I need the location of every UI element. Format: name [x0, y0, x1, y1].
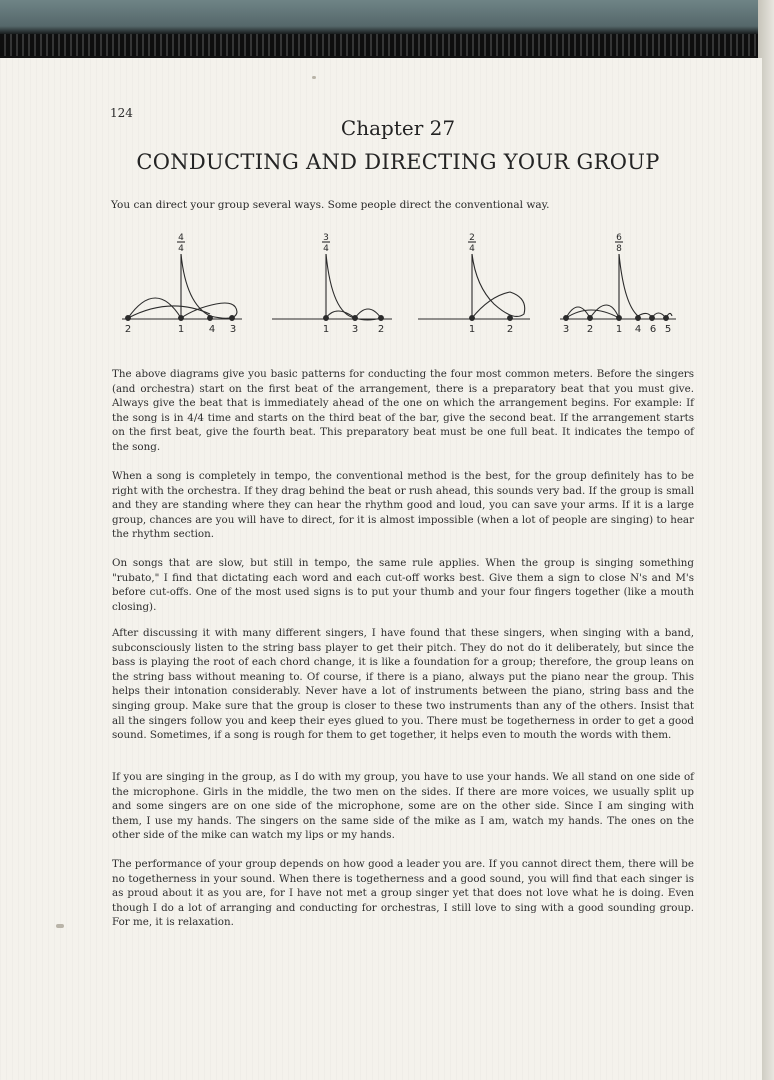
beat-dot: [650, 316, 655, 321]
scan-binding-edge: [0, 34, 774, 56]
meter-top: 2: [469, 233, 475, 243]
beat-dot: [508, 316, 513, 321]
beat-dot: [324, 316, 329, 321]
beat-dot: [230, 316, 235, 321]
beat-dot: [564, 316, 569, 321]
meter-top: 6: [616, 233, 622, 243]
beat-curve: [326, 254, 355, 318]
paper-speck: [312, 76, 316, 79]
beat-label: 3: [562, 324, 570, 335]
beat-curve: [566, 305, 619, 318]
paper-speck: [56, 924, 64, 928]
conducting-diagrams: [110, 226, 700, 338]
beat-label: 3: [229, 324, 237, 335]
chapter-title: CONDUCTING AND DIRECTING YOUR GROUP: [136, 150, 660, 174]
beat-curve: [472, 254, 525, 318]
beat-dot: [126, 316, 131, 321]
beat-dot: [470, 316, 475, 321]
beat-label: 5: [664, 324, 672, 335]
chapter-heading: Chapter 27: [340, 116, 456, 140]
beat-curve: [355, 309, 381, 320]
diagram-3-4: [272, 233, 392, 335]
beat-dot: [208, 316, 213, 321]
diagram-2-4: [418, 233, 530, 335]
beat-dot: [588, 316, 593, 321]
beat-label: 4: [634, 324, 642, 335]
paragraph: The performance of your group depends on how good a leader you are. If you cannot direct them, there will be no togetherness in your sound. When there is togetherness and a good sound, you will find that each singer is as proud about it as you are, for I have not met a group singer yet that does not love what he is doing. Even though I do a lot of arranging and conducting for orchestras, I still love to sing with a good sounding group. For me, it is relaxation.: [112, 858, 694, 929]
paragraph: The above diagrams give you basic patterns for conducting the four most common meters. Before the singers (and orchestra) start on the first beat of the arrangement, there is a preparatory beat that you must give. Always give the beat that is immediately ahead of the one on which the arrangement begins. For example: If the song is in 4/4 time and starts on the third beat of the bar, give the second beat. If the arrangement starts on the first beat, give the fourth beat. This preparatory beat must be one full beat. It indicates the tempo of the song.: [112, 368, 694, 453]
beat-label: 2: [124, 324, 132, 335]
beat-dot: [353, 316, 358, 321]
meter-bottom: 4: [323, 244, 329, 254]
intro-sentence: You can direct your group several ways. Some people direct the conventional way.: [111, 199, 550, 211]
beat-dot: [617, 316, 622, 321]
meter-bottom: 4: [178, 244, 184, 254]
beat-curve: [181, 254, 237, 318]
beat-curve: [128, 306, 210, 318]
beat-label: 1: [177, 324, 185, 335]
meter-bottom: 8: [616, 244, 622, 254]
meter-top: 3: [323, 233, 329, 243]
paragraph: On songs that are slow, but still in tempo, the same rule applies. When the group is singing something "rubato," I find that dictating each word and each cut-off works best. Give them a sign to close N's and M's before cut-offs. One of the most used signs is to put your thumb and your four fingers together (like a mouth closing).: [112, 557, 694, 613]
beat-label: 6: [649, 324, 657, 335]
beat-dot: [179, 316, 184, 321]
meter-bottom: 4: [469, 244, 475, 254]
beat-label: 4: [208, 324, 216, 335]
beat-label: 1: [322, 324, 330, 335]
page-number: 124: [110, 106, 133, 120]
beat-label: 1: [615, 324, 623, 335]
paragraph: If you are singing in the group, as I do with my group, you have to use your hands. We all stand on one side of the microphone. Girls in the middle, the two men on the sides. If there are more voices, we usually split up and some singers are on one side of the microphone, some are on the other side. Since I am singing with them, I use my hands. The singers on the same side of the mike as I am, watch my hands. The ones on the other side of the mike can watch my lips or my hands.: [112, 771, 694, 842]
paragraph: When a song is completely in tempo, the conventional method is the best, for the group definitely has to be right with the orchestra. If they drag behind the beat or rush ahead, this sounds very bad. If the group is small and they are standing where they can hear the rhythm good and loud, you can save your arms. If it is a large group, chances are you will have to direct, for it is almost impossible (when a lot of people are singing) to hear the rhythm section.: [112, 470, 694, 541]
beat-curve: [619, 254, 672, 318]
beat-label: 1: [468, 324, 476, 335]
beat-dot: [664, 316, 669, 321]
beat-label: 2: [506, 324, 514, 335]
meter-top: 4: [178, 233, 184, 243]
beat-label: 2: [377, 324, 385, 335]
diagram-6-8: [560, 233, 676, 335]
beat-label: 3: [351, 324, 359, 335]
paragraph: After discussing it with many different singers, I have found that these singers, when singing with a band, subconsciously listen to the string bass player to get their pitch. They do not do it deliberately, but since the bass is playing the root of each chord change, it is like a foundation for a group; therefore, the group leans on the string bass without meaning to. Of course, if there is a piano, always put the piano near the group. This helps their intonation considerably. Never have a lot of instruments between the piano, string bass and the singing group. Make sure that the group is closer to these two instruments than any of the others. Insist that all the singers follow you and keep their eyes glued to you. There must be togetherness in order to get a good sound. Sometimes, if a song is rough for them to get together, it helps even to mouth the words with them.: [112, 627, 694, 742]
diagram-4-4: [122, 233, 242, 335]
beat-dot: [636, 316, 641, 321]
beat-label: 2: [586, 324, 594, 335]
beat-dot: [379, 316, 384, 321]
